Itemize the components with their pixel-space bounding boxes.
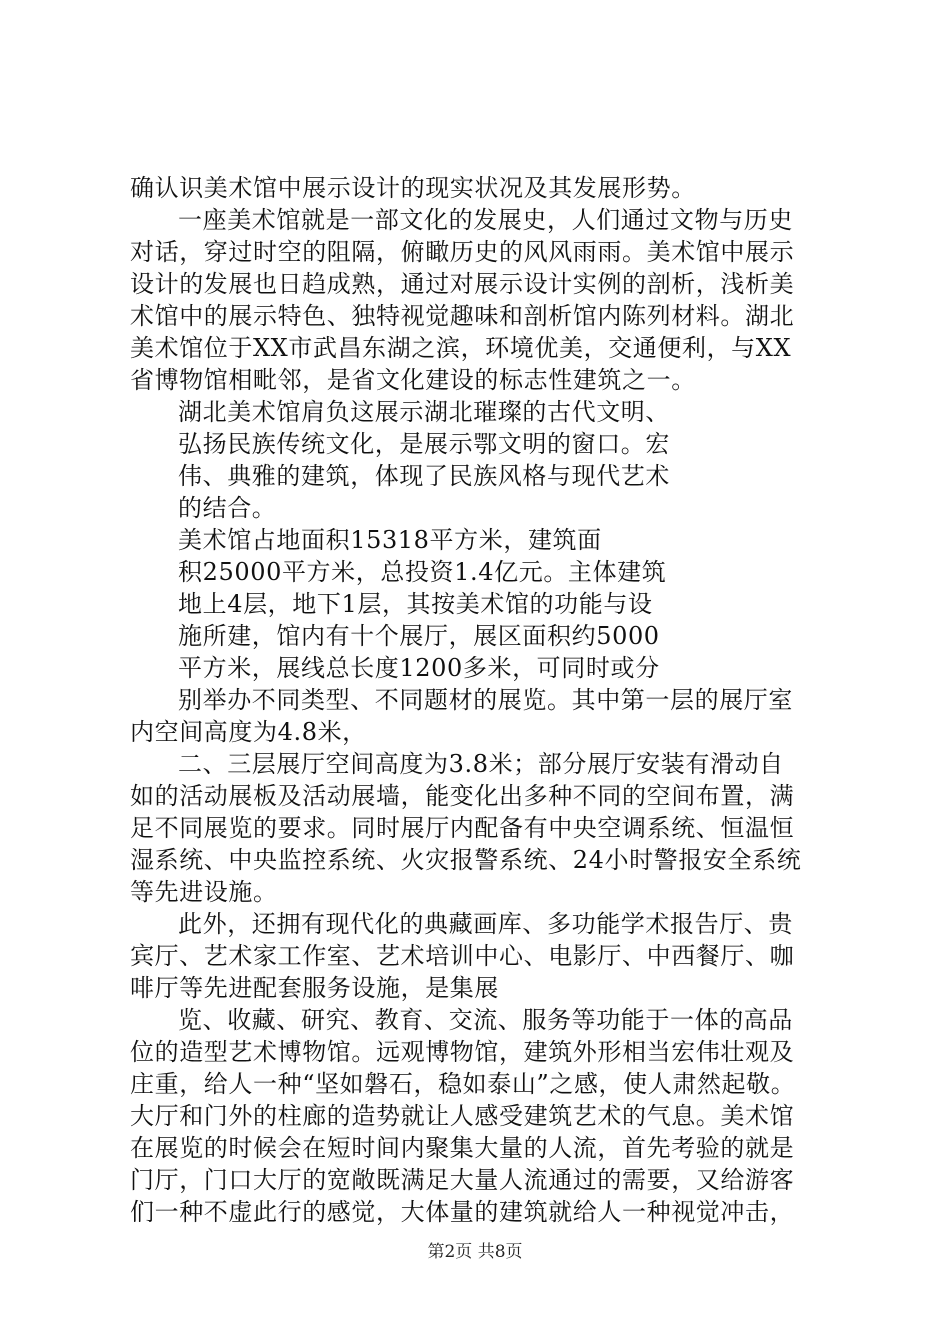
- text-line: 庄重，给人一种“坚如磐石，稳如泰山”之感，使人肃然起敬。: [130, 1070, 796, 1098]
- text-line: 确认识美术馆中展示设计的现实状况及其发展形势。: [130, 174, 696, 202]
- text-line: 宾厅、艺术家工作室、艺术培训中心、电影厅、中西餐厅、咖: [130, 942, 795, 970]
- text-line: 足不同展览的要求。同时展厅内配备有中央空调系统、恒温恒: [130, 814, 795, 842]
- text-line: 省博物馆相毗邻，是省文化建设的标志性建筑之一。: [130, 366, 696, 394]
- text-line: 积25000平方米，总投资1.4亿元。主体建筑: [178, 558, 667, 586]
- text-line: 平方米，展线总长度1200多米，可同时或分: [178, 654, 660, 682]
- text-line: 设计的发展也日趋成熟，通过对展示设计实例的剖析，浅析美: [130, 270, 795, 298]
- text-line: 一座美术馆就是一部文化的发展史，人们通过文物与历史: [178, 206, 793, 234]
- text-line: 在展览的时候会在短时间内聚集大量的人流，首先考验的就是: [130, 1134, 795, 1162]
- page-number-footer: 第2页 共8页: [427, 1242, 523, 1262]
- text-line: 门厅，门口大厅的宽敞既满足大量人流通过的需要，又给游客: [130, 1166, 795, 1194]
- text-line: 湿系统、中央监控系统、火灾报警系统、24小时警报安全系统: [130, 846, 802, 874]
- text-line: 啡厅等先进配套服务设施，是集展: [130, 974, 499, 1002]
- text-line: 位的造型艺术博物馆。远观博物馆，建筑外形相当宏伟壮观及: [130, 1038, 795, 1066]
- text-line: 弘扬民族传统文化，是展示鄂文明的窗口。宏: [178, 430, 670, 458]
- text-line: 术馆中的展示特色、独特视觉趣味和剖析馆内陈列材料。湖北: [130, 302, 795, 330]
- text-line: 内空间高度为4.8米，: [130, 718, 367, 746]
- text-line: 对话，穿过时空的阻隔，俯瞰历史的风风雨雨。美术馆中展示: [130, 238, 795, 266]
- text-line: 览、收藏、研究、教育、交流、服务等功能于一体的高品: [178, 1006, 793, 1034]
- text-line: 地上4层，地下1层，其按美术馆的功能与设: [178, 590, 653, 618]
- text-line: 等先进设施。: [130, 878, 278, 906]
- text-line: 湖北美术馆肩负这展示湖北璀璨的古代文明、: [178, 398, 670, 426]
- text-line: 施所建，馆内有十个展厅，展区面积约5000: [178, 622, 660, 650]
- text-line: 伟、典雅的建筑，体现了民族风格与现代艺术: [178, 462, 670, 490]
- text-line: 大厅和门外的柱廊的造势就让人感受建筑艺术的气息。美术馆: [130, 1102, 795, 1130]
- text-line: 别举办不同类型、不同题材的展览。其中第一层的展厅室: [178, 686, 793, 714]
- text-line: 美术馆位于XX市武昌东湖之滨，环境优美，交通便利，与XX: [130, 334, 792, 362]
- text-line: 美术馆占地面积15318平方米，建筑面: [178, 526, 602, 554]
- text-line: 们一种不虚此行的感觉，大体量的建筑就给人一种视觉冲击，: [130, 1198, 795, 1226]
- text-line: 此外，还拥有现代化的典藏画库、多功能学术报告厅、贵: [178, 910, 793, 938]
- text-line: 二、三层展厅空间高度为3.8米；部分展厅安装有滑动自: [178, 750, 784, 778]
- text-line: 如的活动展板及活动展墙，能变化出多种不同的空间布置，满: [130, 782, 795, 810]
- text-line: 的结合。: [178, 494, 277, 522]
